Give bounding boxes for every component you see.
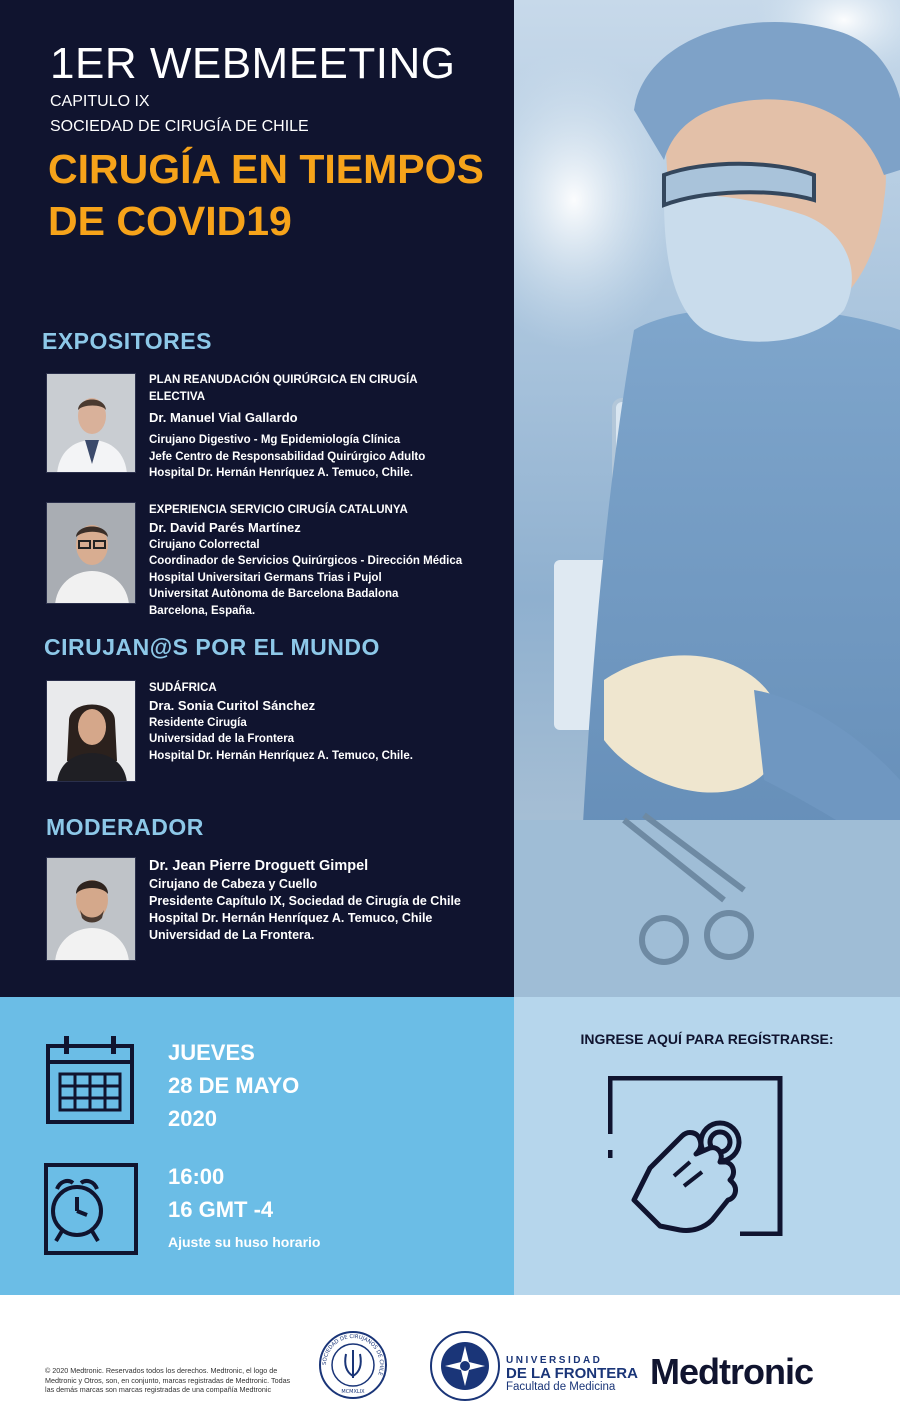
chapter-subtitle: CAPITULO IX: [50, 93, 150, 110]
moderator-credential: Presidente Capítulo IX, Sociedad de Cirugía de Chile: [149, 894, 461, 908]
surgeon-illustration: [514, 0, 900, 997]
registration-label: INGRESE AQUÍ PARA REGÍSTRARSE:: [580, 1031, 834, 1047]
talk-topic: SUDÁFRICA: [149, 682, 217, 694]
speaker-photo-curitol: [46, 680, 136, 782]
universidad-frontera-wordmark: [506, 1355, 638, 1393]
speaker-credential: Residente Cirugía: [149, 716, 247, 729]
speaker-credential: Coordinador de Servicios Quirúrgicos - Dirección Médica: [149, 555, 463, 567]
speaker-photo-vial: [46, 373, 136, 473]
speaker-pares-info: [149, 502, 462, 619]
moderator-photo: [46, 857, 136, 961]
speaker-credential: Hospital Dr. Hernán Henríquez A. Temuco, Chile.: [149, 749, 413, 762]
hand-click-icon[interactable]: [608, 1076, 804, 1236]
speaker-curitol-info: [149, 680, 413, 764]
udlf-line-1: UNIVERSIDAD: [506, 1355, 603, 1366]
event-date: [168, 1036, 299, 1135]
sociedad-seal-year: MCMXLIX: [341, 1389, 365, 1395]
moderator-credential: Universidad de La Frontera.: [149, 928, 315, 942]
timezone-note: Ajuste su huso horario: [168, 1234, 321, 1250]
legal-notice: © 2020 Medtronic. Reservados todos los derechos. Medtronic, el logo de Medtronic y Otros, son, en conjunto, marcas registradas de Medtronic. Todas las demás marcas son marcas registradas de una compañía Medtronic: [45, 1366, 291, 1394]
speaker-credential: Cirujano Colorrectal: [149, 538, 260, 551]
speaker-name: Dr. Manuel Vial Gallardo: [149, 410, 298, 425]
medtronic-logo: Medtronic: [650, 1351, 814, 1392]
speaker-name: Dr. David Parés Martínez: [149, 519, 301, 535]
event-date-text: 28 DE MAYO: [168, 1073, 300, 1098]
sociedad-cirujanos-seal: [318, 1330, 388, 1400]
moderator-name: Dr. Jean Pierre Droguett Gimpel: [149, 858, 369, 874]
udlf-line-3: Facultad de Medicina: [506, 1381, 616, 1393]
event-day: JUEVES: [168, 1040, 255, 1065]
speaker-name: Dra. Sonia Curitol Sánchez: [149, 697, 316, 713]
talk-topic: EXPERIENCIA SERVICIO CIRUGÍA CATALUNYA: [149, 504, 408, 516]
mundo-heading: CIRUJAN@S POR EL MUNDO: [44, 634, 380, 660]
moderator-info: [149, 856, 461, 944]
speaker-credential: Barcelona, España.: [149, 604, 256, 617]
moderador-heading: MODERADOR: [46, 814, 204, 840]
speaker-credential: Cirujano Digestivo - Mg Epidemiología Clínica: [149, 434, 401, 446]
surgeon-hero-image: [514, 0, 900, 997]
udlf-line-2: DE LA FRONTERA: [506, 1365, 638, 1382]
speaker-credential: Hospital Dr. Hernán Henríquez A. Temuco, Chile.: [149, 467, 413, 479]
alarm-clock-icon: [44, 1163, 138, 1255]
moderator-credential: Cirujano de Cabeza y Cuello: [149, 877, 318, 891]
event-time: [168, 1160, 273, 1226]
event-time-text: 16:00: [168, 1164, 225, 1189]
sociedad-seal-text: SOCIEDAD DE CIRUJANOS DE CHILE: [321, 1333, 385, 1377]
event-year: 2020: [168, 1106, 217, 1131]
talk-topic: PLAN REANUDACIÓN QUIRÚRGICA EN CIRUGÍA ELECTIVA: [149, 374, 418, 403]
speaker-credential: Jefe Centro de Responsabilidad Quirúrgico Adulto: [149, 450, 426, 463]
speaker-credential: Hospital Universitari Germans Trias i Pujol: [149, 571, 382, 584]
event-timezone: 16 GMT -4: [168, 1197, 274, 1222]
event-title: 1ER WEBMEETING: [50, 39, 456, 88]
expositores-heading: EXPOSITORES: [42, 328, 212, 354]
moderator-credential: Hospital Dr. Hernán Henríquez A. Temuco, Chile: [149, 911, 433, 925]
universidad-frontera-seal: [429, 1330, 501, 1402]
society-subtitle: SOCIEDAD DE CIRUGÍA DE CHILE: [50, 118, 309, 135]
speaker-credential: Universidad de la Frontera: [149, 733, 295, 745]
calendar-icon: [44, 1034, 136, 1126]
speaker-photo-pares: [46, 502, 136, 604]
speaker-vial-info: [149, 372, 425, 482]
speaker-credential: Universitat Autònoma de Barcelona Badalona: [149, 588, 399, 600]
main-heading: CIRUGÍA EN TIEMPOS DE COVID19: [48, 146, 484, 244]
